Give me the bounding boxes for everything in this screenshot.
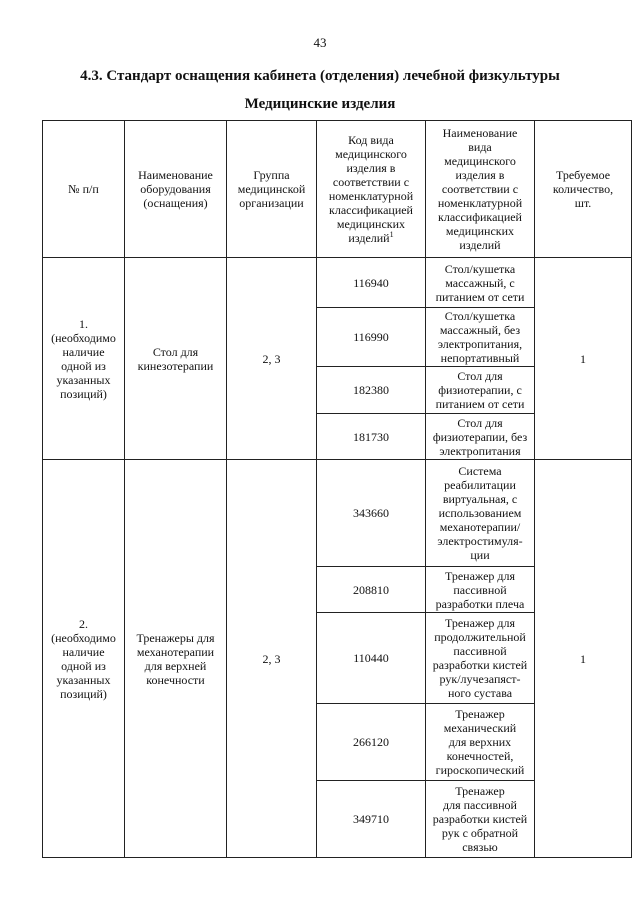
group-2-equipment: Тренажеры для механотерапии для верхней конечности [125, 460, 227, 858]
item-name: Стол/кушетка массажный, с питанием от сети [426, 258, 535, 308]
item-name: Стол/кушетка массажный, без электропитания, непортативный [426, 308, 535, 367]
header-type-name: Наименование вида медицинского изделия в соответствии с номенклатурной классификацией медицинских изделий [426, 121, 535, 258]
item-code: 110440 [317, 613, 426, 704]
group-2-quantity: 1 [535, 460, 632, 858]
item-name: Тренажер для продолжительной пассивной разработки кистей рук/лучезапяст- ного сустава [426, 613, 535, 704]
item-code: 182380 [317, 367, 426, 414]
section-title: 4.3. Стандарт оснащения кабинета (отделения) лечебной физкультуры [80, 68, 560, 84]
item-name: Тренажер для пассивной разработки кистей рук с обратной связью [426, 781, 535, 858]
header-equipment: Наименование оборудования (оснащения) [125, 121, 227, 258]
page-number: 43 [313, 35, 327, 50]
group-1-quantity: 1 [535, 258, 632, 460]
item-code: 343660 [317, 460, 426, 567]
group-1-equipment: Стол для кинезотерапии [125, 258, 227, 460]
header-group: Группа медицинской организации [227, 121, 317, 258]
item-name: Стол для физиотерапии, с питанием от сети [426, 367, 535, 414]
item-name: Тренажер для пассивной разработки плеча [426, 567, 535, 613]
item-code: 208810 [317, 567, 426, 613]
header-num: № п/п [43, 121, 125, 258]
table-row [43, 460, 632, 567]
group-2-number: 2. (необходимо наличие одной из указанных позиций) [43, 460, 125, 858]
item-name: Система реабилитации виртуальная, с использованием механотерапии/ электростимуля- ции [426, 460, 535, 567]
header-code [317, 121, 426, 258]
item-name: Тренажер механический для верхних конечностей, гироскопический [426, 704, 535, 781]
item-code: 266120 [317, 704, 426, 781]
item-name: Стол для физиотерапии, без электропитания [426, 414, 535, 460]
item-code: 181730 [317, 414, 426, 460]
table-row [43, 258, 632, 308]
header-code-footnote: 1 [389, 230, 394, 239]
header-quantity: Требуемое количество, шт. [535, 121, 632, 258]
table-subtitle: Медицинские изделия [244, 96, 396, 112]
item-code: 116990 [317, 308, 426, 367]
item-code: 349710 [317, 781, 426, 858]
table-header-row [43, 121, 632, 258]
equipment-table [42, 120, 632, 858]
group-1-number: 1. (необходимо наличие одной из указанных позиций) [43, 258, 125, 460]
group-1-org-group: 2, 3 [227, 258, 317, 460]
header-code-text: Код вида медицинского изделия в соответствии с номенклатурной классификацией медицинских изделий [328, 133, 414, 245]
group-2-org-group: 2, 3 [227, 460, 317, 858]
item-code: 116940 [317, 258, 426, 308]
